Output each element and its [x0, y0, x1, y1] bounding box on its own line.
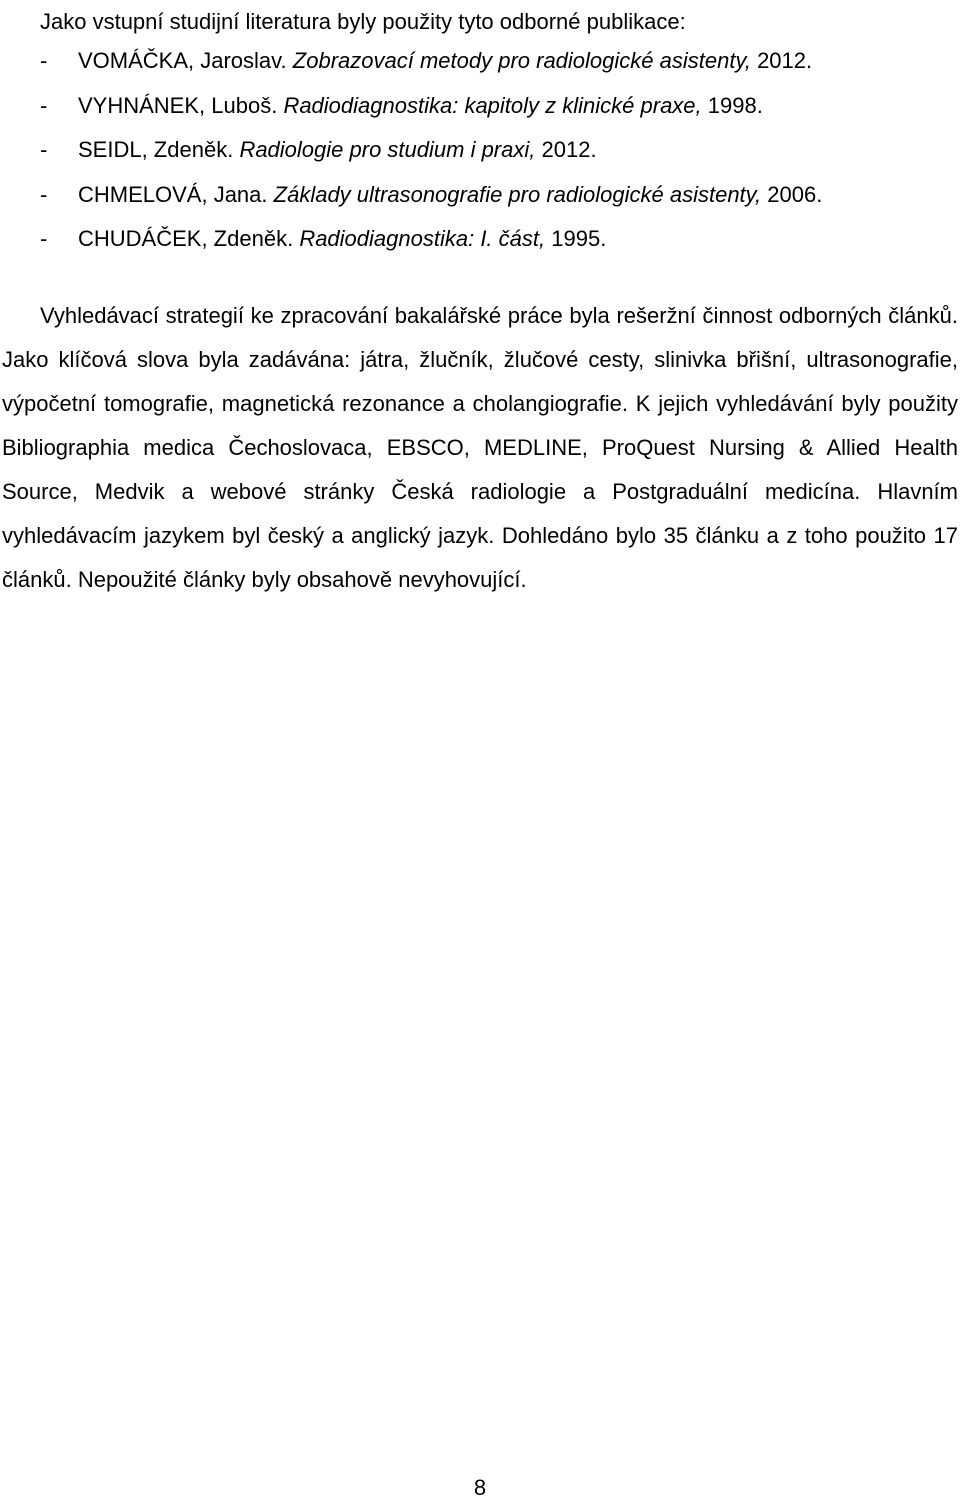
- reference-item: [40, 222, 822, 267]
- reference-year: 2006.: [767, 181, 823, 207]
- page-number: 8: [473, 1475, 487, 1500]
- intro-text: Jako vstupní studijní literatura byly použity tyto odborné publikace:: [40, 9, 686, 34]
- reference-year: 2012.: [541, 137, 597, 162]
- list-dash: -: [40, 48, 48, 73]
- list-dash: -: [40, 226, 48, 251]
- reference-list: [40, 44, 822, 267]
- reference-title: Zobrazovací metody pro radiologické asistenty,: [292, 48, 751, 73]
- reference-item: [40, 133, 822, 178]
- reference-title: Základy ultrasonografie pro radiologické asistenty,: [273, 181, 762, 207]
- reference-author: VYHNÁNEK, Luboš.: [78, 92, 278, 118]
- reference-item: [40, 178, 822, 223]
- reference-item: [40, 89, 822, 134]
- reference-author: VOMÁČKA, Jaroslav.: [78, 48, 287, 73]
- reference-year: 1998.: [707, 92, 763, 118]
- reference-title: Radiodiagnostika: kapitoly z klinické praxe,: [283, 92, 702, 118]
- reference-year: 1995.: [551, 226, 607, 251]
- reference-item: [40, 44, 822, 89]
- list-dash: -: [40, 92, 48, 118]
- reference-year: 2012.: [757, 48, 813, 73]
- reference-author: CHMELOVÁ, Jana.: [78, 181, 268, 207]
- reference-title: Radiologie pro studium i praxi,: [239, 137, 536, 162]
- reference-author: CHUDÁČEK, Zdeněk.: [78, 226, 294, 251]
- reference-author: SEIDL, Zdeněk.: [78, 137, 234, 162]
- reference-title: Radiodiagnostika: I. část,: [299, 226, 546, 251]
- search-strategy-paragraph: Vyhledávací strategií ke zpracování bakalářské práce byla rešeržní činnost odborných článků. Jako klíčová slova byla zadávána: játra, žlučník, žlučové cesty, slinivka břišní, ultrasonografie, výpočetní tomografie, magnetická rezonance a cholangiografie. K jejich vyhledávání byly použity Bibliographia medica Čechoslovaca, EBSCO, MEDLINE, ProQuest Nursing & Allied Health Source, Medvik a webové stránky Česká radiologie a Postgraduální medicína. Hlavním vyhledávacím jazykem byl český a anglický jazyk. Dohledáno bylo 35 článku a z toho použito 17 článků. Nepoužité články byly obsahově nevyhovující.: [2, 303, 958, 592]
- list-dash: -: [40, 181, 48, 207]
- list-dash: -: [40, 137, 48, 162]
